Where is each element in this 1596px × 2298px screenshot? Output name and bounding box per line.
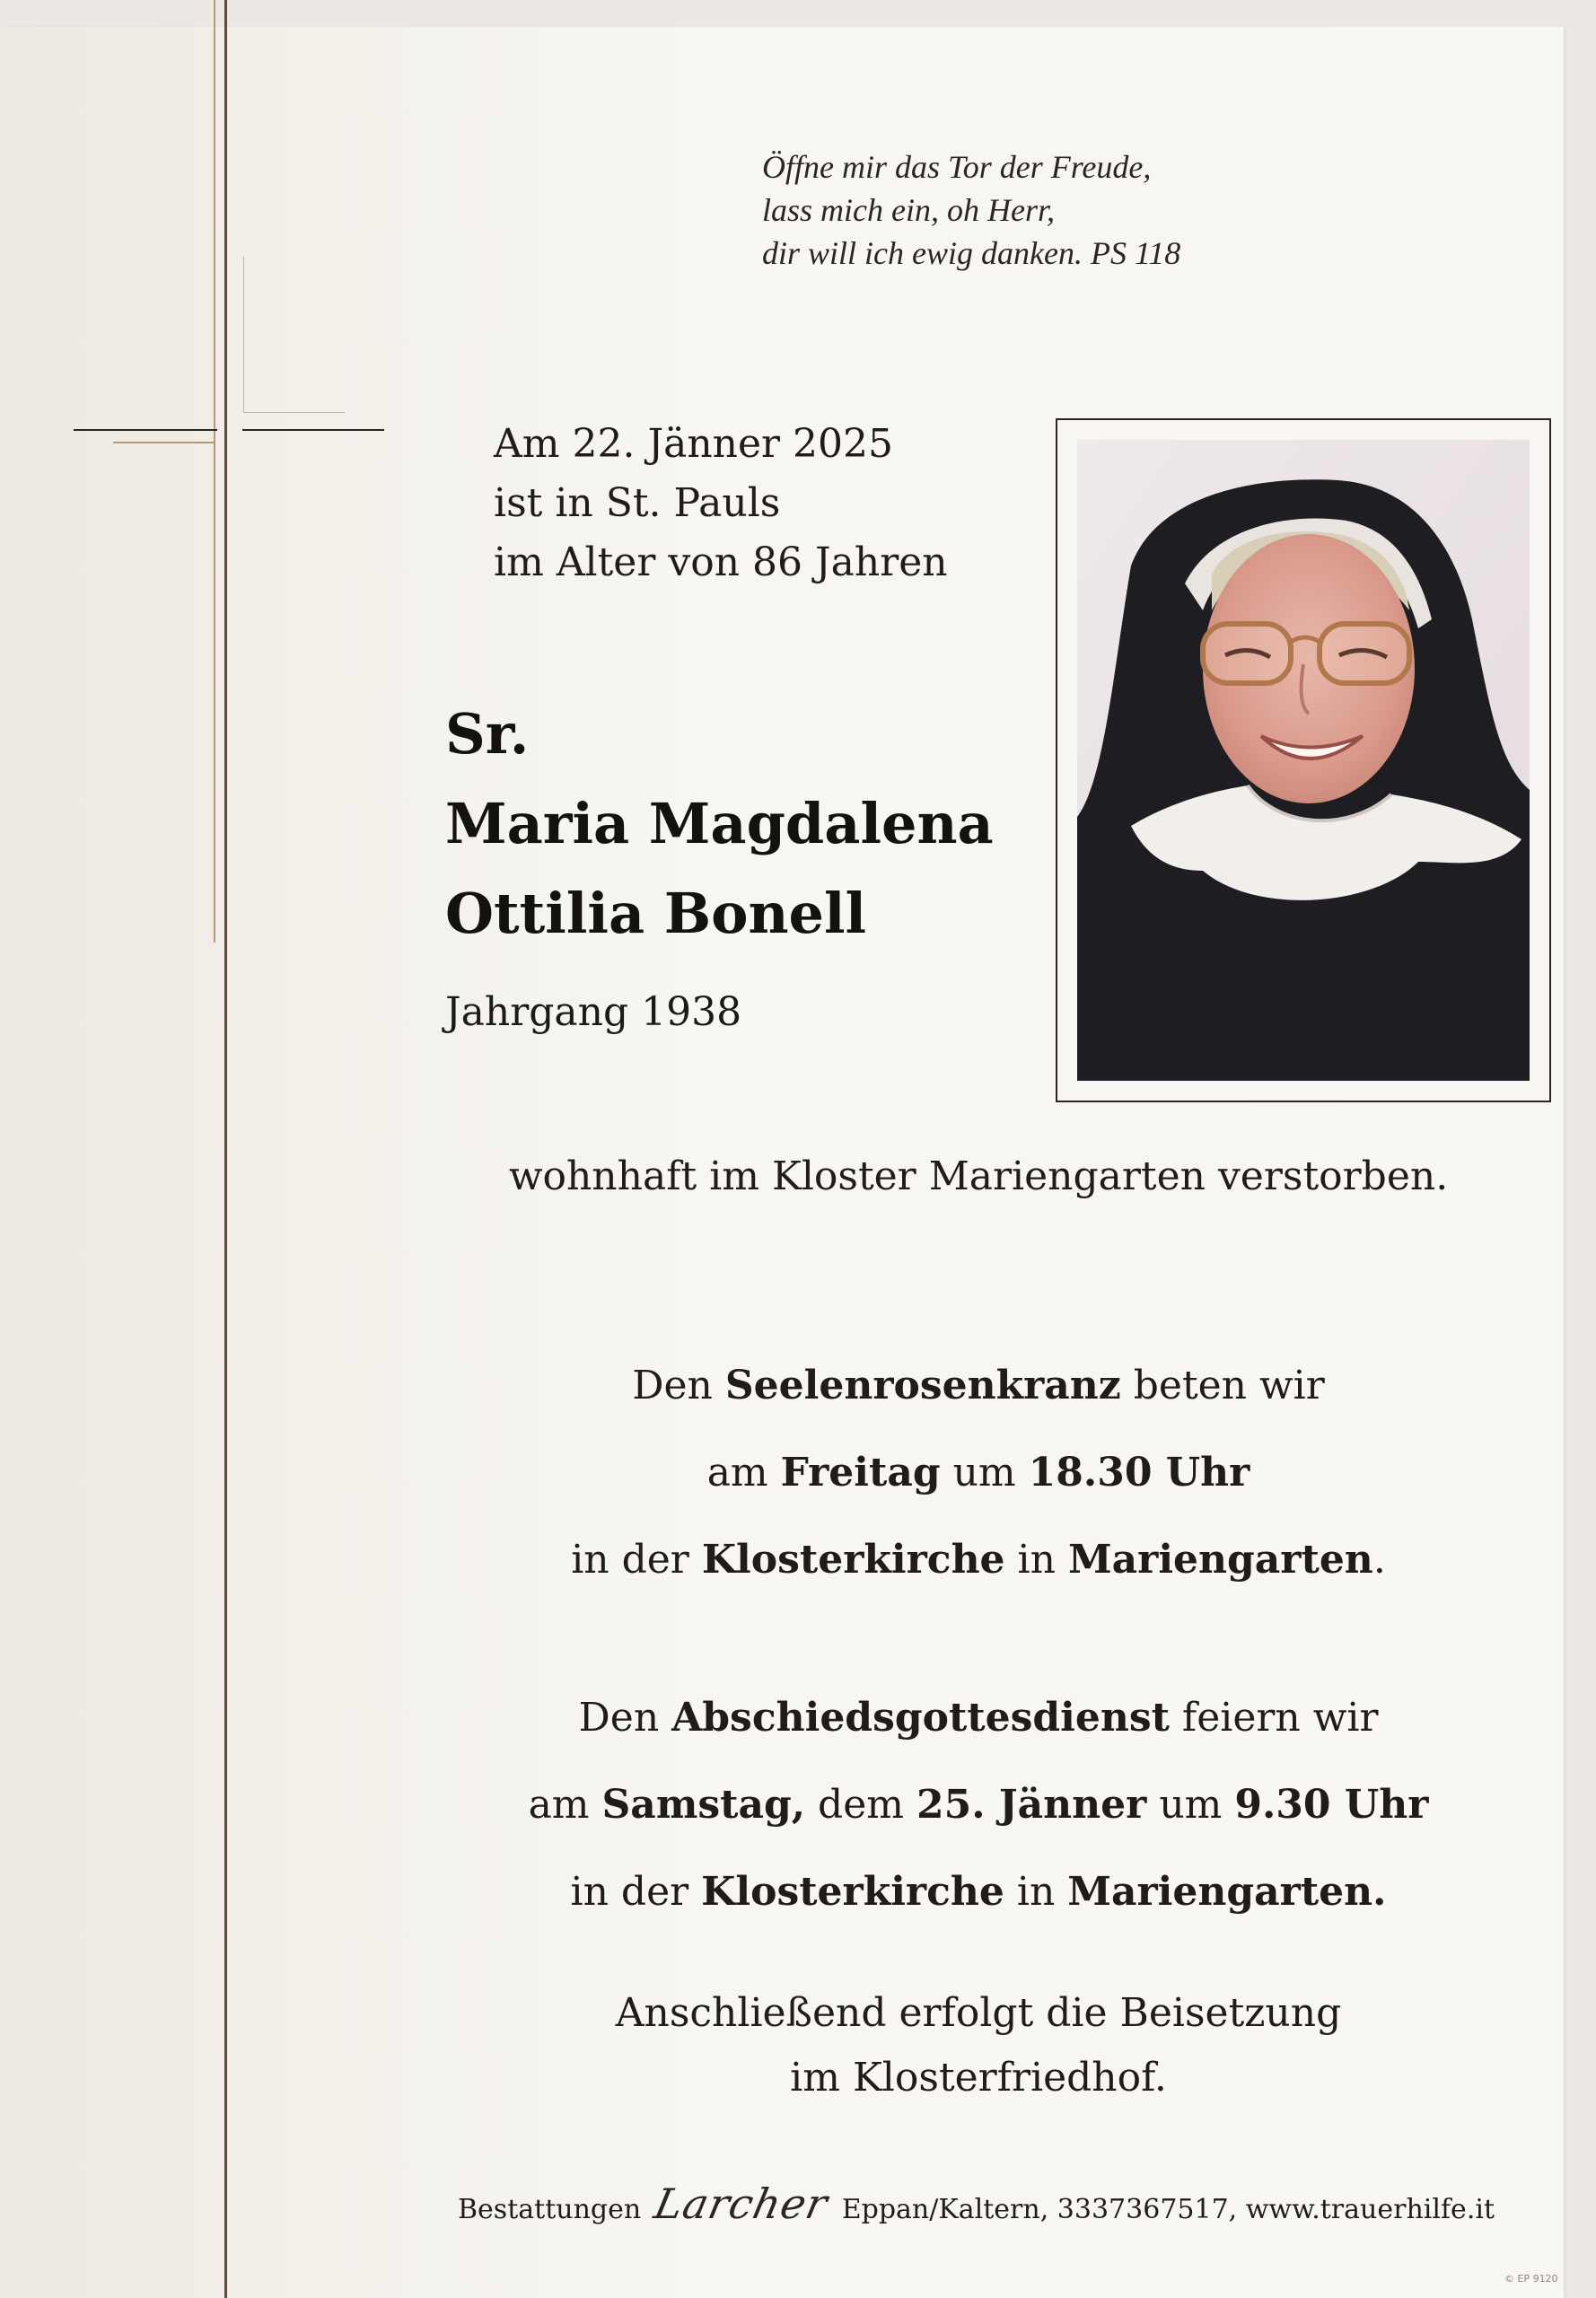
quote-line: Öffne mir das Tor der Freude, bbox=[762, 149, 1152, 185]
text-span: feiern wir bbox=[1169, 1695, 1379, 1741]
service-label: Abschiedsgottesdienst bbox=[671, 1695, 1170, 1741]
service-line-2 bbox=[395, 1761, 1562, 1848]
text-span: am bbox=[528, 1782, 602, 1828]
text-span: Den bbox=[632, 1363, 725, 1408]
cross-vertical-gold-line bbox=[214, 0, 215, 943]
rosary-church: Klosterkirche bbox=[701, 1537, 1005, 1583]
portrait-frame bbox=[1056, 418, 1551, 1102]
text-span: in der bbox=[570, 1869, 702, 1915]
rosary-place: Mariengarten bbox=[1067, 1537, 1373, 1583]
psalm-quote bbox=[762, 145, 1265, 275]
rosary-line-3 bbox=[395, 1516, 1562, 1603]
residence-text bbox=[395, 1147, 1562, 1206]
burial-line: im Klosterfriedhof. bbox=[790, 2055, 1167, 2101]
cross-vertical-dark-line bbox=[224, 0, 227, 2298]
service-line-1 bbox=[395, 1674, 1562, 1761]
quote-line: dir will ich ewig danken. PS 118 bbox=[762, 235, 1181, 271]
text-span: dem bbox=[805, 1782, 916, 1828]
intro-line: im Alter von 86 Jahren bbox=[494, 539, 948, 585]
text-span: in der bbox=[571, 1537, 702, 1583]
quote-line: lass mich ein, oh Herr, bbox=[762, 192, 1055, 228]
text-span: in bbox=[1004, 1537, 1068, 1583]
text-span: Den bbox=[578, 1695, 672, 1741]
name-line: Ottilia Bonell bbox=[445, 881, 867, 946]
cross-horizontal-dark-line-right bbox=[242, 429, 384, 431]
text-span: beten wir bbox=[1120, 1363, 1325, 1408]
burial-info bbox=[395, 1981, 1562, 2110]
service-time: 9.30 Uhr bbox=[1234, 1782, 1429, 1828]
rosary-label: Seelenrosenkranz bbox=[724, 1363, 1121, 1408]
service-church: Klosterkirche bbox=[701, 1869, 1004, 1915]
text-span: . bbox=[1372, 1537, 1386, 1583]
birth-year: Jahrgang 1938 bbox=[445, 989, 742, 1035]
text-span: am bbox=[706, 1450, 781, 1495]
service-line-3 bbox=[395, 1848, 1562, 1935]
text-span: um bbox=[940, 1450, 1029, 1495]
funeral-home-footer bbox=[458, 2181, 1553, 2232]
rosary-line-1 bbox=[395, 1342, 1562, 1429]
cross-horizontal-dark-line-left bbox=[74, 429, 217, 431]
cross-inner-vertical-line bbox=[243, 256, 244, 413]
deceased-name bbox=[445, 689, 1038, 959]
funeral-service-info bbox=[395, 1674, 1562, 1935]
service-place: Mariengarten. bbox=[1067, 1869, 1387, 1915]
residence-line: wohnhaft im Kloster Mariengarten verstorben. bbox=[508, 1153, 1449, 1199]
rosary-line-2 bbox=[395, 1429, 1562, 1516]
cross-inner-horizontal-line bbox=[244, 412, 345, 413]
death-announcement-intro bbox=[494, 415, 1032, 592]
cross-horizontal-gold-line bbox=[113, 442, 215, 443]
intro-line: Am 22. Jänner 2025 bbox=[494, 421, 894, 467]
service-day: Samstag, bbox=[601, 1782, 806, 1828]
footer-contact: Eppan/Kaltern, 3337367517, www.trauerhilfe.it bbox=[841, 2194, 1495, 2225]
portrait-photo bbox=[1077, 440, 1530, 1081]
text-span: in bbox=[1004, 1869, 1068, 1915]
intro-line: ist in St. Pauls bbox=[494, 480, 781, 526]
name-line: Maria Magdalena bbox=[445, 791, 994, 856]
text-span: um bbox=[1146, 1782, 1235, 1828]
rosary-info bbox=[395, 1342, 1562, 1603]
burial-line: Anschließend erfolgt die Beisetzung bbox=[615, 1990, 1342, 2036]
name-line: Sr. bbox=[445, 701, 530, 767]
footer-prefix: Bestattungen bbox=[458, 2194, 642, 2225]
service-date: 25. Jänner bbox=[916, 1782, 1147, 1828]
rosary-day: Freitag bbox=[780, 1450, 941, 1495]
funeral-home-logo: Larcher bbox=[650, 2180, 833, 2228]
print-code: © EP 9120 bbox=[1504, 2273, 1558, 2285]
rosary-time: 18.30 Uhr bbox=[1028, 1450, 1250, 1495]
